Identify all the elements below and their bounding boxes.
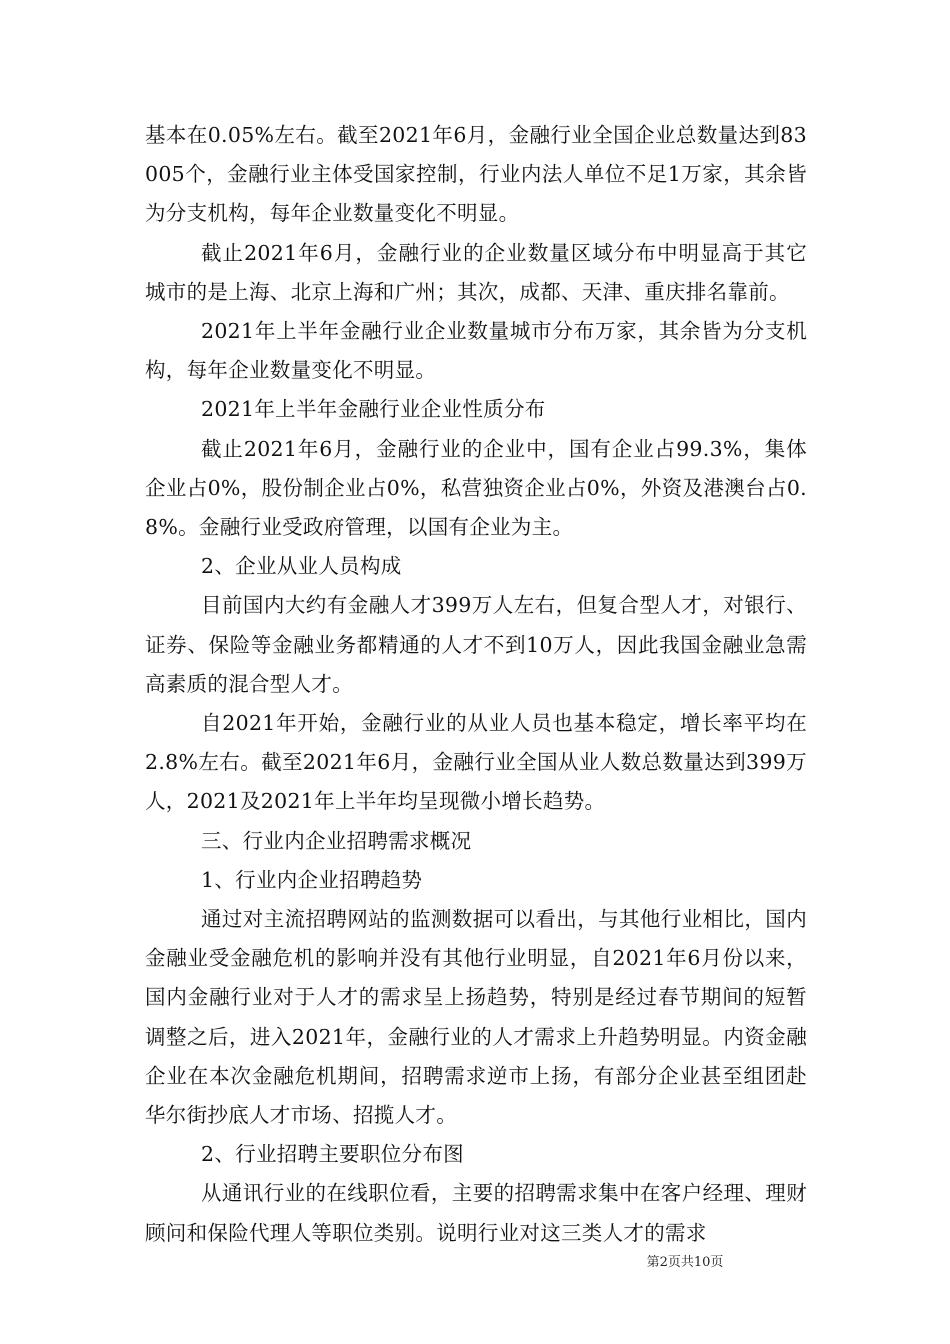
paragraph: 2021年上半年金融行业企业数量城市分布万家，其余皆为分支机构，每年企业数量变化不明显。: [145, 319, 807, 383]
paragraph: 自2021年开始，金融行业的从业人员也基本稳定，增长率平均在2.8%左右。截至2021年6月，金融行业全国从业人数总数量达到399万人，2021及2021年上半年均呈现微小增长趋势。: [145, 711, 807, 814]
page-footer: [0, 1251, 950, 1271]
paragraph: 从通讯行业的在线职位看，主要的招聘需求集中在客户经理、理财顾问和保险代理人等职位类别。说明行业对这三类人才的需求: [145, 1181, 807, 1245]
section-heading: 2021年上半年金融行业企业性质分布: [201, 397, 546, 422]
section-heading: 2、企业从业人员构成: [201, 554, 402, 579]
paragraph: 截止2021年6月，金融行业的企业中，国有企业占99.3%，集体企业占0%，股份制企业占0%，私营独资企业占0%，外资及港澳台占0.8%。金融行业受政府管理，以国有企业为主。: [145, 436, 807, 540]
section-heading: 1、行业内企业招聘趋势: [201, 867, 423, 892]
paragraph: 截止2021年6月，金融行业的企业数量区域分布中明显高于其它城市的是上海、北京上海和广州；其次，成都、天津、重庆排名靠前。: [145, 240, 807, 304]
paragraph: 目前国内大约有金融人才399万人左右，但复合型人才，对银行、证券、保险等金融业务都精通的人才不到10万人，因此我国金融业急需高素质的混合型人才。: [145, 593, 807, 696]
section-heading: 2、行业招聘主要职位分布图: [201, 1142, 464, 1167]
paragraph: 基本在0.05%左右。截至2021年6月，金融行业全国企业总数量达到83005个，金融行业主体受国家控制，行业内法人单位不足1万家，其余皆为分支机构，每年企业数量变化不明显。: [145, 123, 807, 226]
paragraph: 通过对主流招聘网站的监测数据可以看出，与其他行业相比，国内金融业受金融危机的影响并没有其他行业明显，自2021年6月份以来，国内金融行业对于人才的需求呈上扬趋势，特别是经过春节期间的短暂调整之后，进入2021年，金融行业的人才需求上升趋势明显。内资金融企业在本次金融危机期间，招聘需求逆市上扬，有部分企业甚至组团赴华尔街抄底人才市场、招揽人才。: [145, 907, 807, 1128]
document-body: [145, 116, 807, 1253]
page-number: 第2页共10页: [646, 1255, 724, 1270]
section-heading: 三、行业内企业招聘需求概况: [201, 828, 472, 853]
